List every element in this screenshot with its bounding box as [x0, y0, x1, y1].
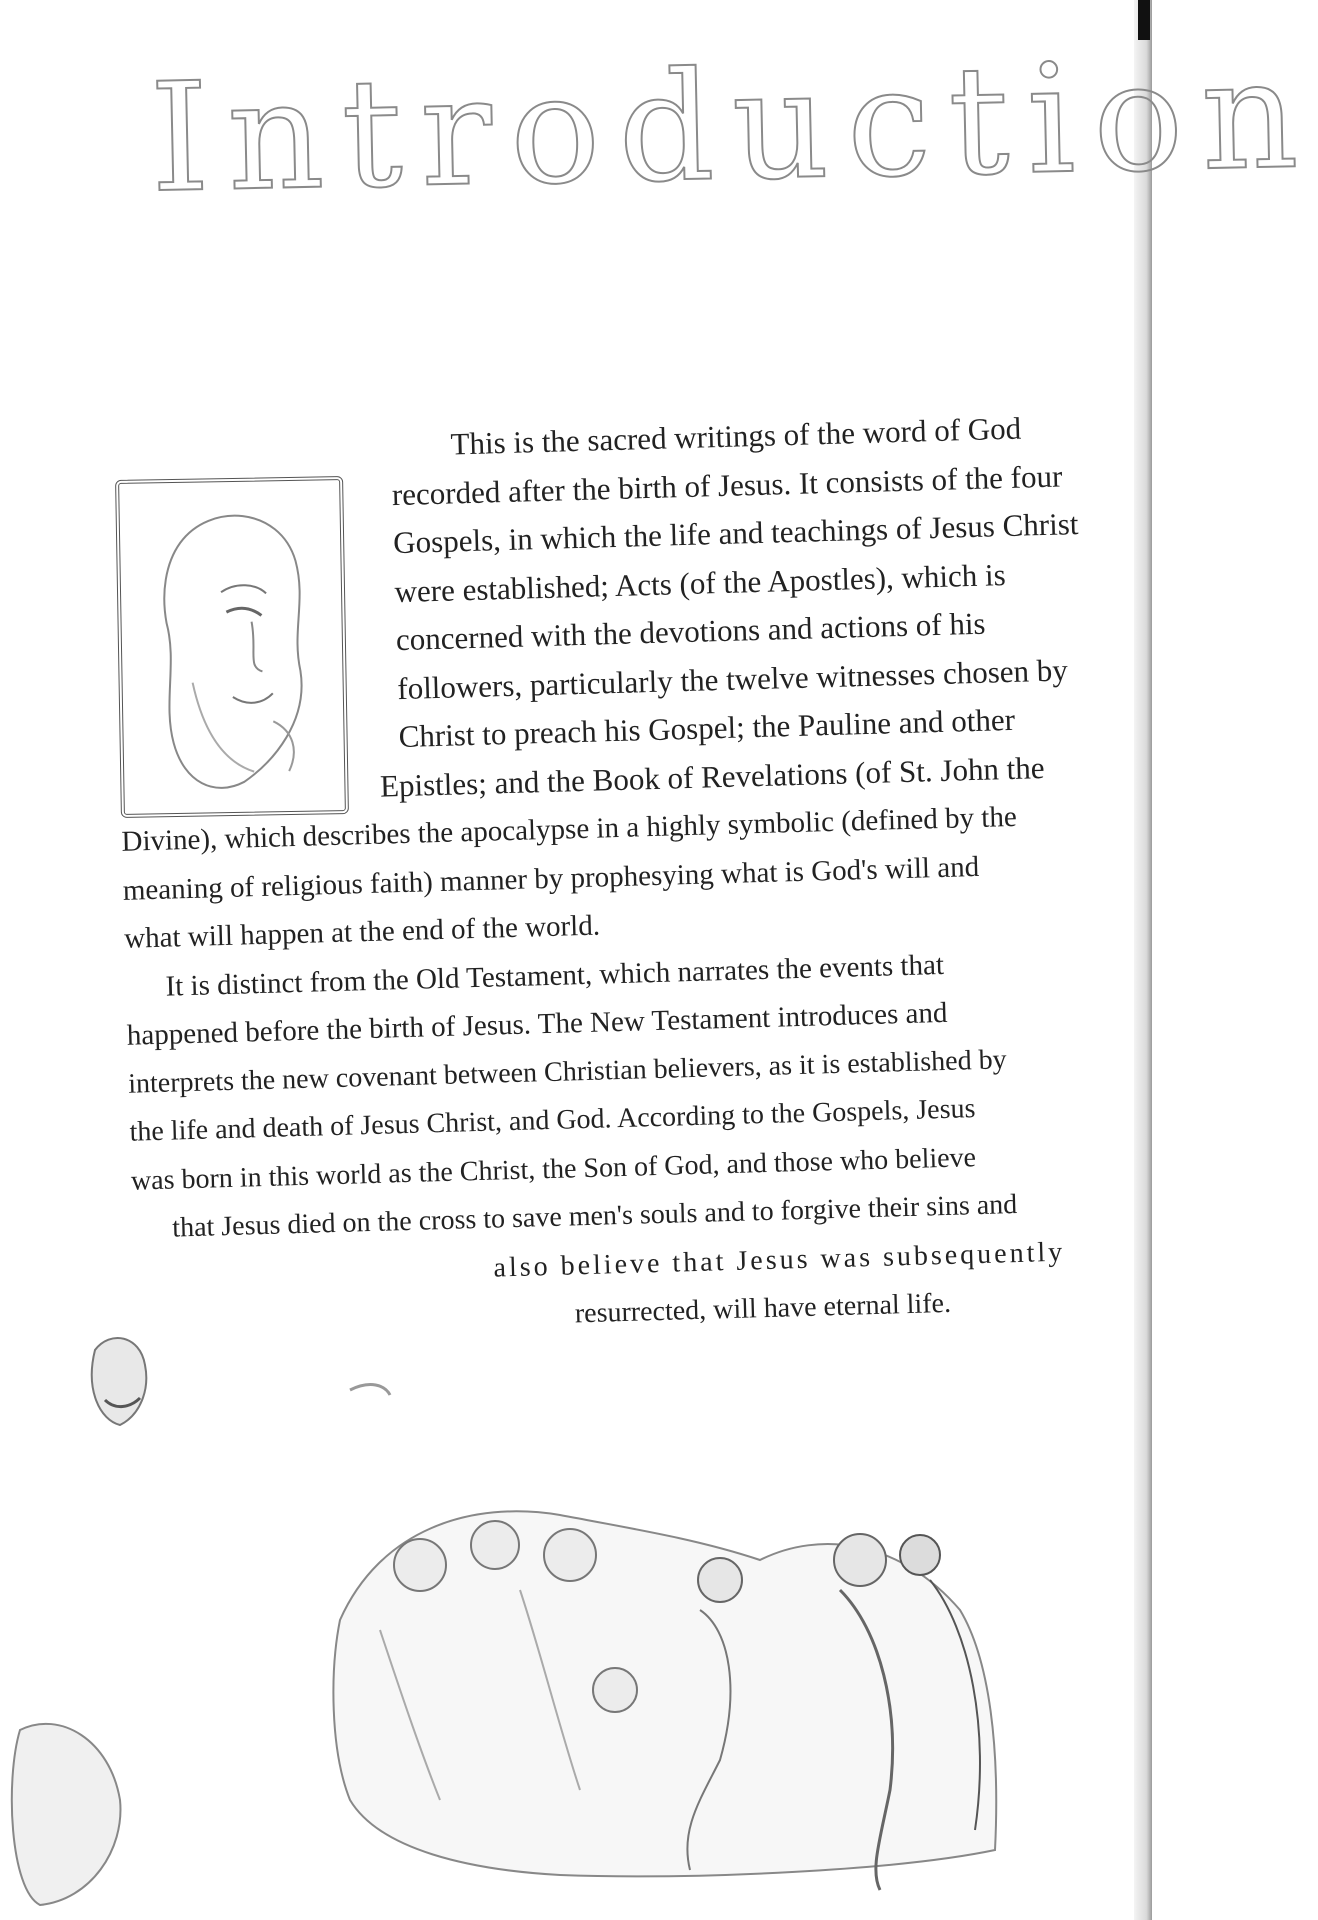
text-line: followers, particularly the twelve witnesses chosen by	[396, 651, 1069, 706]
text-line: that Jesus died on the cross to save men's souls and to forgive their sins and	[171, 1188, 1018, 1244]
text-line: was born in this world as the Christ, the Son of God, and those who believe	[130, 1141, 977, 1197]
text-line: resurrected, will have eternal life.	[574, 1287, 952, 1330]
text-line: what will happen at the end of the world.	[123, 909, 601, 955]
text-line: This is the sacred writings of the word of God	[450, 410, 1022, 462]
text-line: interprets the new covenant between Christian believers, as it is established by	[127, 1043, 1007, 1100]
text-line: recorded after the birth of Jesus. It consists of the four	[391, 457, 1063, 512]
text-line: Divine), which describes the apocalypse in a highly symbolic (defined by the	[121, 800, 1018, 858]
text-line: It is distinct from the Old Testament, which narrates the events that	[165, 948, 945, 1003]
text-line: Gospels, in which the life and teachings of Jesus Christ	[392, 506, 1079, 561]
text-line: Epistles; and the Book of Revelations (of St. John the	[379, 749, 1045, 804]
text-line: also believe that Jesus was subsequently	[493, 1236, 1066, 1284]
text-line: happened before the birth of Jesus. The New Testament introduces and	[126, 996, 948, 1052]
text-line: meaning of religious faith) manner by prophesying what is God's will and	[122, 850, 980, 907]
text-line: the life and death of Jesus Christ, and God. According to the Gospels, Jesus	[129, 1093, 976, 1148]
text-line: Christ to preach his Gospel; the Pauline and other	[398, 701, 1016, 755]
crowd-illustration	[0, 1330, 1152, 1920]
page-title: Introduction	[148, 27, 1318, 227]
body-text	[110, 402, 1125, 1351]
text-line: were established; Acts (of the Apostles), which is	[394, 556, 1007, 609]
crowd-sketch	[0, 1330, 1152, 1920]
text-line: concerned with the devotions and actions of his	[395, 605, 986, 658]
